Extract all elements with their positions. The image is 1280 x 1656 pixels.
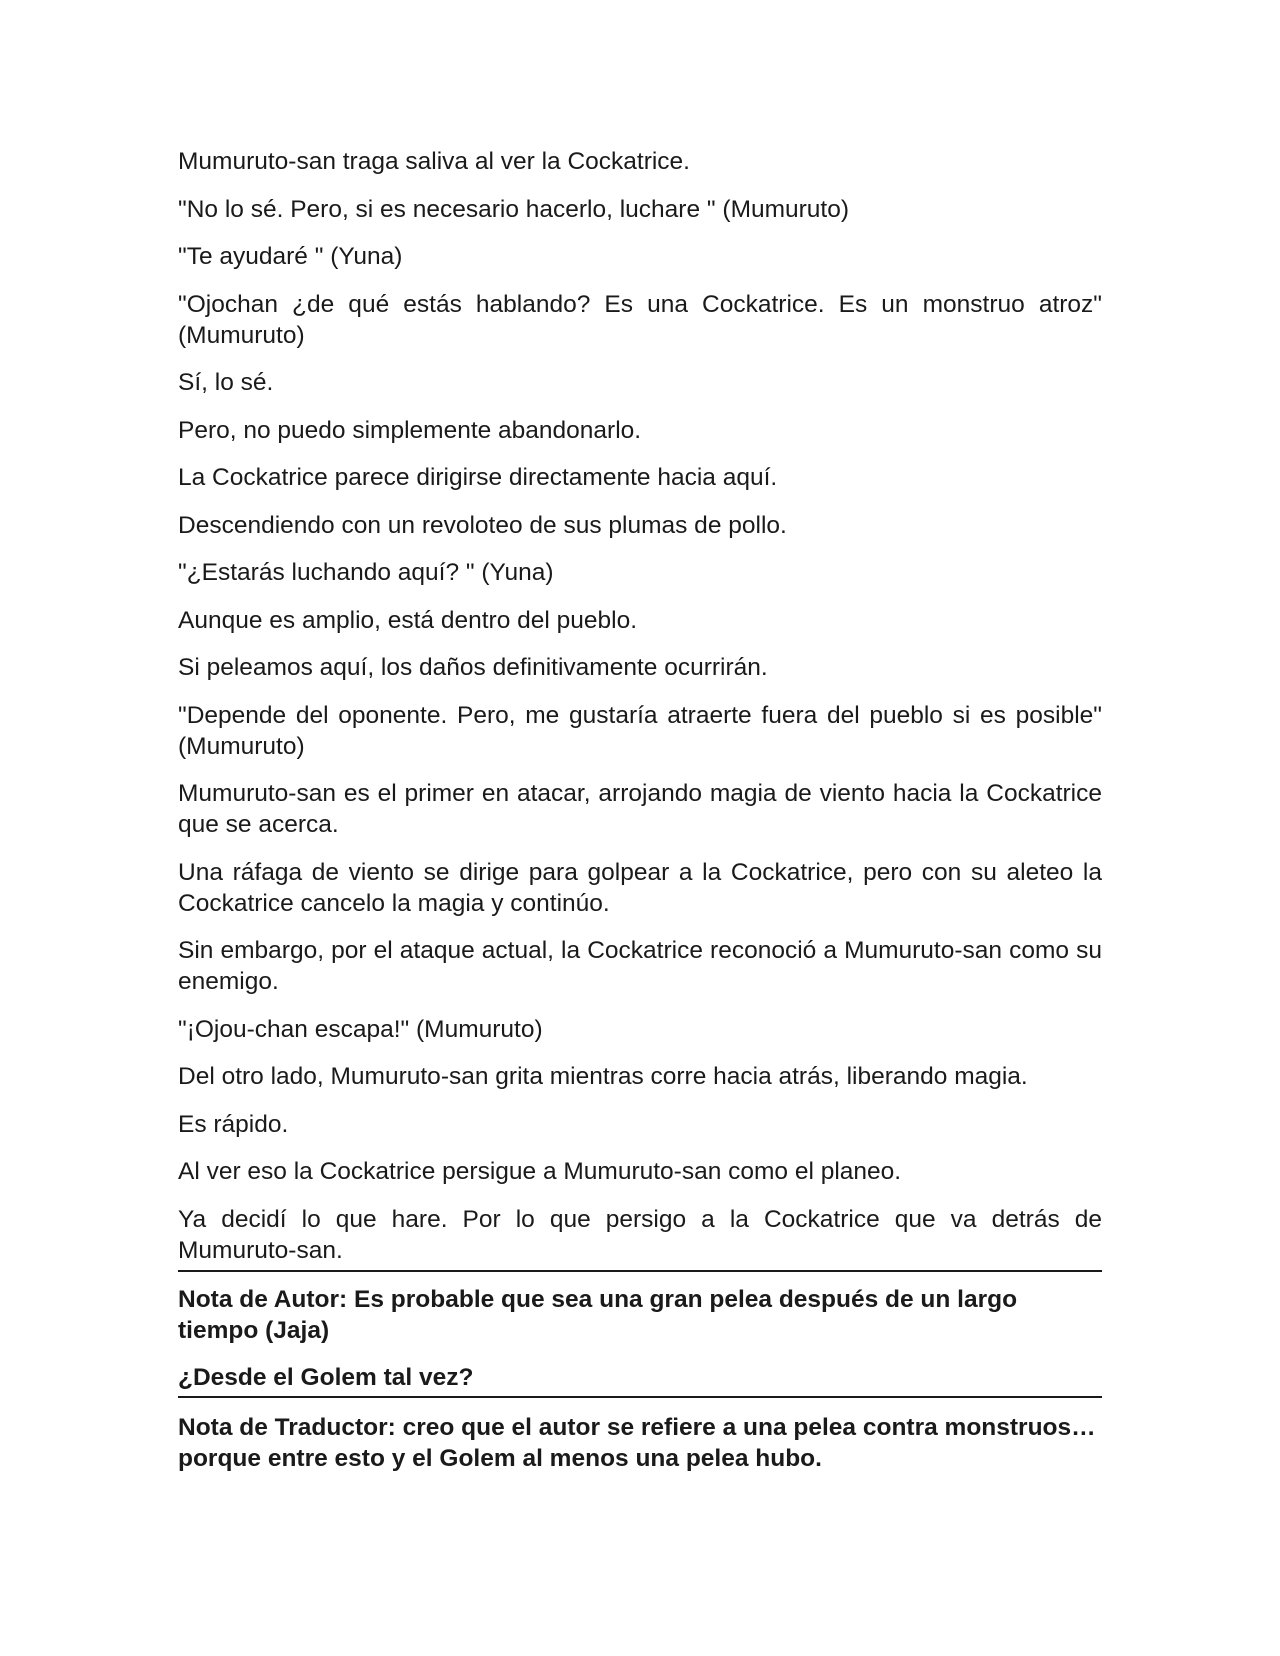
paragraph-11: Si peleamos aquí, los daños definitivamente ocurrirán. (178, 654, 768, 681)
document-page (178, 146, 1102, 1474)
paragraph-10: Aunque es amplio, está dentro del pueblo. (178, 606, 638, 634)
paragraph-13: Mumuruto-san es el primer en atacar, arrojando magia de viento hacia la Cockatrice que se acerca. (178, 780, 1102, 838)
paragraph-9: "¿Estarás luchando aquí? " (Yuna) (178, 559, 554, 586)
paragraph-3: "Te ayudaré " (Yuna) (178, 243, 403, 270)
paragraph-5: Sí, lo sé. (178, 369, 274, 396)
translator-note (178, 1398, 1102, 1474)
paragraph-18: Es rápido. (178, 1110, 289, 1138)
paragraph-19: Al ver eso la Cockatrice persigue a Mumuruto-san como el planeo. (178, 1158, 902, 1185)
paragraph-15: Sin embargo, por el ataque actual, la Cockatrice reconoció a Mumuruto-san como su enemigo. (178, 937, 1102, 995)
paragraph-17: Del otro lado, Mumuruto-san grita mientras corre hacia atrás, liberando magia. (178, 1063, 1028, 1090)
paragraph-4: "Ojochan ¿de qué estás hablando? Es una Cockatrice. Es un monstruo atroz" (Mumuruto) (178, 290, 1102, 349)
paragraph-8: Descendiendo con un revoloteo de sus plumas de pollo. (178, 511, 787, 539)
author-note (178, 1272, 1102, 1393)
paragraph-16: "¡Ojou-chan escapa!" (Mumuruto) (178, 1015, 543, 1043)
paragraph-2: "No lo sé. Pero, si es necesario hacerlo, luchare " (Mumuruto) (178, 195, 850, 223)
translator-note-text: Nota de Traductor: creo que el autor se refiere a una pelea contra monstruos… porque entre esto y el Golem al menos una pelea hubo. (178, 1413, 1096, 1472)
paragraph-7: La Cockatrice parece dirigirse directamente hacia aquí. (178, 464, 778, 491)
paragraph-6: Pero, no puedo simplemente abandonarlo. (178, 416, 642, 444)
paragraph-14: Una ráfaga de viento se dirige para golpear a la Cockatrice, pero con su aleteo la Cockatrice cancelo la magia y continúo. (178, 858, 1102, 917)
author-note-line-1: Nota de Autor: Es probable que sea una gran pelea después de un largo tiempo (Jaja) (178, 1285, 1018, 1344)
author-note-line-2: ¿Desde el Golem tal vez? (178, 1363, 474, 1391)
paragraph-1: Mumuruto-san traga saliva al ver la Cockatrice. (178, 148, 690, 175)
paragraph-20: Ya decidí lo que hare. Por lo que persigo a la Cockatrice que va detrás de Mumuruto-san. (178, 1205, 1102, 1264)
paragraph-12: "Depende del oponente. Pero, me gustaría atraerte fuera del pueblo si es posible" (Mumuruto) (178, 701, 1102, 760)
